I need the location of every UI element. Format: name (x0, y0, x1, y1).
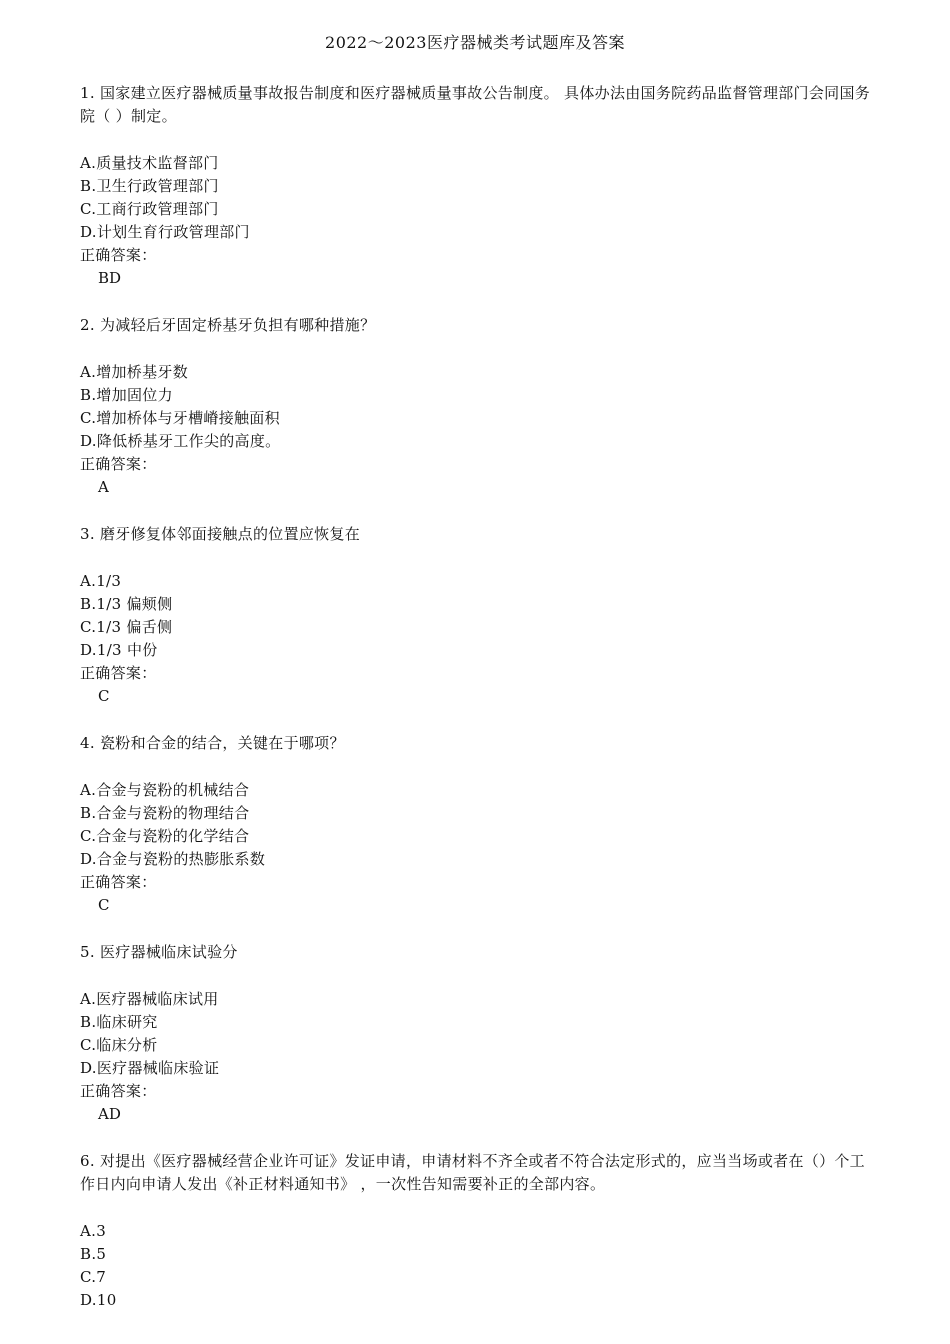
answer-label: 正确答案： (80, 664, 157, 682)
option-b: B.卫生行政管理部门 (80, 177, 219, 195)
question-2 (80, 314, 880, 499)
answer-value: C (98, 896, 110, 914)
option-b: B.5 (80, 1245, 107, 1263)
option-b: B.1/3 偏颊侧 (80, 595, 173, 613)
answer-label: 正确答案： (80, 246, 157, 264)
question-stem: 1. 国家建立医疗器械质量事故报告制度和医疗器械质量事故公告制度。 具体办法由国务院药品监督管理部门会同国务院（ ）制定。 (80, 84, 871, 125)
question-6 (80, 1150, 880, 1312)
option-b: B.临床研究 (80, 1013, 158, 1031)
answer-label: 正确答案： (80, 455, 157, 473)
question-5 (80, 941, 880, 1126)
option-b: B.合金与瓷粉的物理结合 (80, 804, 250, 822)
option-d: D.10 (80, 1291, 117, 1309)
option-d: D.降低桥基牙工作尖的高度。 (80, 432, 281, 450)
option-c: C.临床分析 (80, 1036, 158, 1054)
option-d: D.合金与瓷粉的热膨胀系数 (80, 850, 266, 868)
option-a: A.增加桥基牙数 (80, 363, 189, 381)
option-d: D.医疗器械临床验证 (80, 1059, 220, 1077)
option-a: A.3 (80, 1222, 107, 1240)
question-stem: 4. 瓷粉和合金的结合，关键在于哪项？ (80, 734, 345, 752)
option-d: D.1/3 中份 (80, 641, 158, 659)
answer-value: AD (98, 1105, 121, 1123)
document-title: 2022～2023医疗器械类考试题库及答案 (325, 33, 625, 52)
option-c: C.工商行政管理部门 (80, 200, 219, 218)
option-d: D.计划生育行政管理部门 (80, 223, 250, 241)
question-stem: 3. 磨牙修复体邻面接触点的位置应恢复在 (80, 525, 361, 543)
question-list (80, 82, 880, 1312)
option-a: A.医疗器械临床试用 (80, 990, 219, 1008)
option-c: C.1/3 偏舌侧 (80, 618, 173, 636)
answer-value: A (98, 478, 109, 496)
option-a: A.质量技术监督部门 (80, 154, 219, 172)
option-b: B.增加固位力 (80, 386, 173, 404)
question-4 (80, 732, 880, 917)
option-c: C.增加桥体与牙槽嵴接触面积 (80, 409, 280, 427)
question-3 (80, 523, 880, 708)
question-1 (80, 82, 880, 290)
answer-value: BD (98, 269, 122, 287)
answer-label: 正确答案： (80, 873, 157, 891)
option-c: C.合金与瓷粉的化学结合 (80, 827, 250, 845)
option-a: A.合金与瓷粉的机械结合 (80, 781, 250, 799)
question-stem: 2. 为减轻后牙固定桥基牙负担有哪种措施？ (80, 316, 376, 334)
question-stem: 5. 医疗器械临床试验分 (80, 943, 238, 961)
question-stem: 6. 对提出《医疗器械经营企业许可证》发证申请，申请材料不齐全或者不符合法定形式的，应当当场或者在（）个工作日内向申请人发出《补正材料通知书》 ，一次性告知需要补正的全部内容。 (80, 1152, 865, 1193)
option-c: C.7 (80, 1268, 107, 1286)
answer-value: C (98, 687, 110, 705)
option-a: A.1/3 (80, 572, 122, 590)
answer-label: 正确答案： (80, 1082, 157, 1100)
